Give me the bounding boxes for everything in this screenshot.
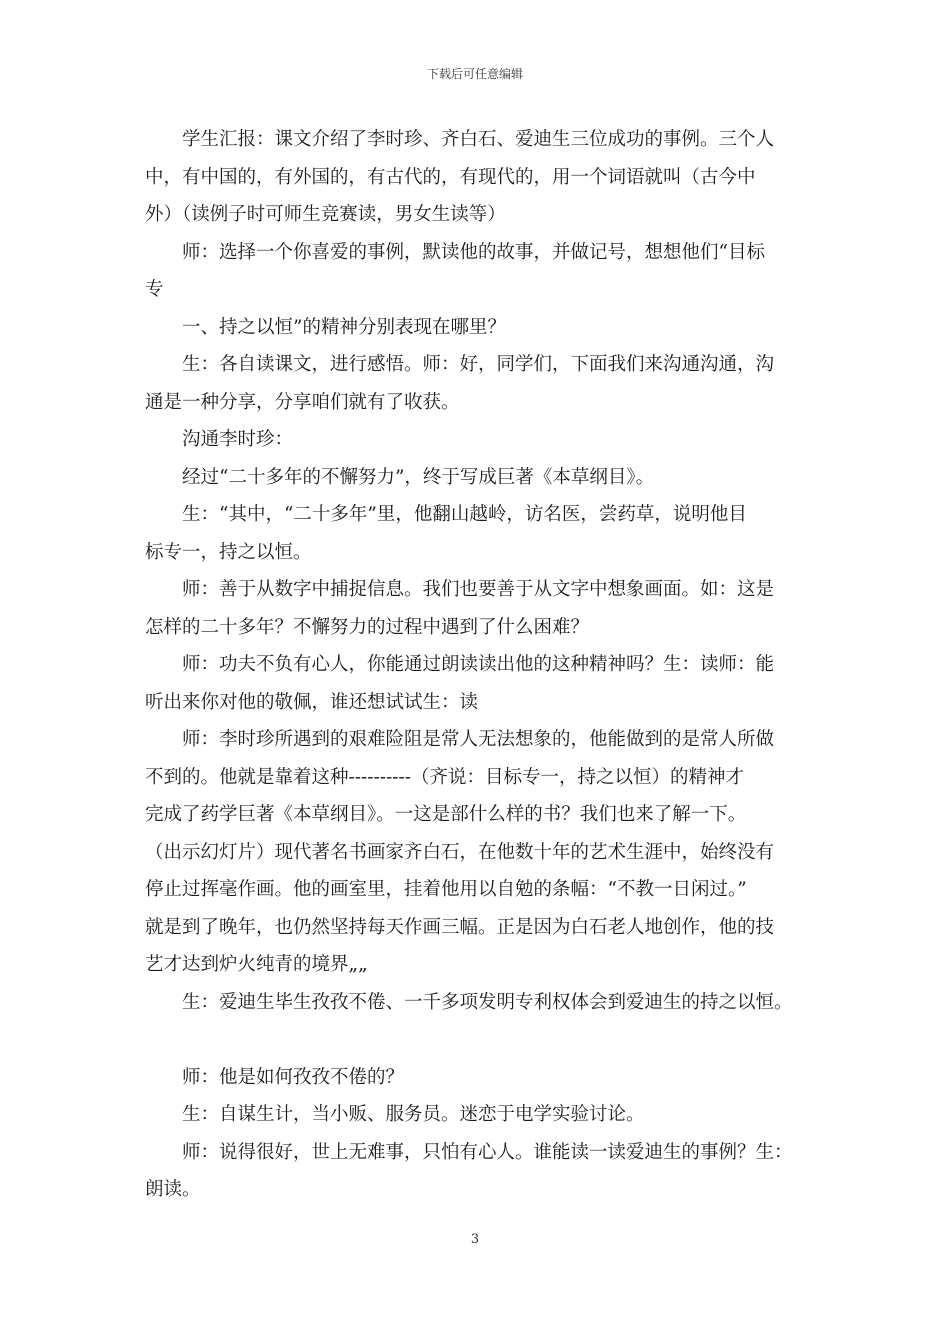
text-line: 不到的。他就是靠着这种----------（齐说：目标专一，持之以恒）的精神才	[145, 766, 745, 788]
text-line: （出示幻灯片）现代著名书画家齐白石，在他数十年的艺术生涯中，始终没有	[145, 841, 775, 863]
text-line: 听出来你对他的敬佩，谁还想试试生：读	[145, 691, 479, 713]
text-line: 生：各自读课文，进行感悟。师：好，同学们，下面我们来沟通沟通，沟	[182, 354, 775, 375]
document-body	[145, 121, 810, 1209]
text-line: 怎样的二十多年？不懈努力的过程中遇到了什么困难？	[145, 616, 590, 638]
text-line: 沟通李时珍：	[182, 429, 294, 450]
text-line: 学生汇报：课文介绍了李时珍、齐白石、爱迪生三位成功的事例。三个人	[182, 129, 775, 150]
text-line: 师：李时珍所遇到的艰难险阻是常人无法想象的，他能做到的是常人所做	[182, 729, 775, 750]
page-header: 下载后可任意编辑	[426, 67, 523, 81]
text-line: 就是到了晚年，也仍然坚持每天作画三幅。正是因为白石老人地创作，他的技	[145, 916, 775, 938]
text-line: 中，有中国的，有外国的，有古代的，有现代的，用一个词语就叫（古今中	[145, 166, 756, 188]
text-line: 师：善于从数字中捕捉信息。我们也要善于从文字中想象画面。如：这是	[182, 579, 775, 600]
text-line: 停止过挥毫作画。他的画室里，挂着他用以自勉的条幅：“不教一日闲过。”	[145, 879, 747, 900]
text-line: 师：功夫不负有心人，你能通过朗读读出他的这种精神吗？生：读师：能	[182, 654, 775, 675]
text-line: 师：他是如何孜孜不倦的？	[182, 1066, 405, 1088]
text-line: 专	[145, 279, 164, 300]
text-line: 师：说得很好，世上无难事，只怕有心人。谁能读一读爱迪生的事例？生：	[182, 1141, 793, 1163]
text-line: 生：“其中，“二十多年”里，他翻山越岭，访名医，尝药草，说明他目	[182, 504, 747, 525]
text-line: 师：选择一个你喜爱的事例，默读他的故事，并做记号，想想他们“目标	[182, 241, 765, 263]
text-line: 一、持之以恒”的精神分别表现在哪里？	[182, 316, 506, 338]
page-number: 3	[470, 1232, 480, 1247]
text-line: 标专一，持之以恒。	[145, 541, 312, 563]
paragraph-spacer	[145, 1021, 810, 1059]
text-line: 完成了药学巨著《本草纲目》。一这是部什么样的书？我们也来了解一下。	[145, 804, 747, 825]
text-line: 生：爱迪生毕生孜孜不倦、一千多项发明专利权体会到爱迪生的持之以恒。	[182, 991, 793, 1013]
text-line: 经过“二十多年的不懈努力”，终于写成巨著《本草纲目》。	[182, 466, 655, 488]
text-line: 外）（读例子时可师生竞赛读，男女生读等）	[145, 204, 506, 225]
text-line: 生：自谋生计，当小贩、服务员。迷恋于电学实验讨论。	[182, 1104, 645, 1125]
text-line: 通是一种分享，分享咱们就有了收获。	[145, 391, 460, 413]
text-line: 艺才达到炉火纯青的境界„„	[145, 954, 368, 975]
text-line: 朗读。	[145, 1179, 201, 1200]
